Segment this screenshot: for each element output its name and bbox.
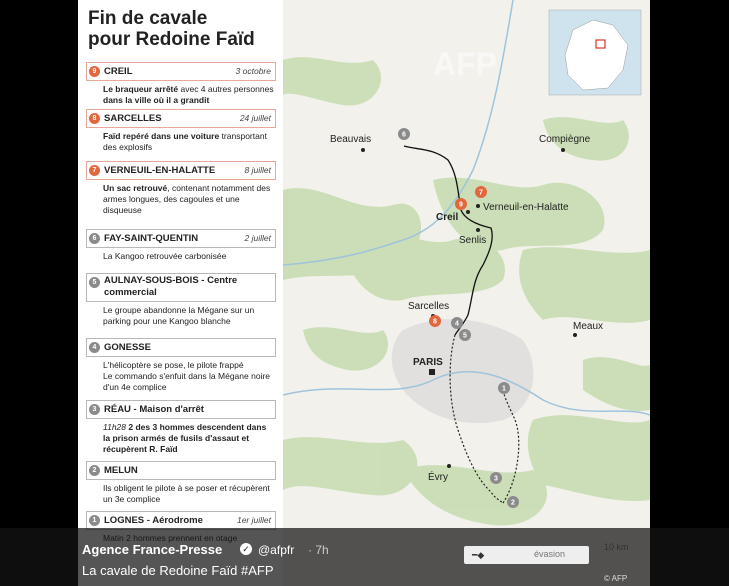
svg-text:1: 1 bbox=[502, 385, 506, 393]
svg-text:6: 6 bbox=[402, 131, 406, 139]
title-line-1: Fin de cavale bbox=[88, 8, 208, 29]
label-creil: Creil bbox=[436, 212, 459, 223]
scale-bar: 10 km bbox=[604, 542, 629, 552]
account-name[interactable]: Agence France-Presse bbox=[82, 542, 223, 557]
event-place: GONESSE bbox=[104, 342, 151, 353]
inset-map bbox=[549, 10, 641, 95]
event-4 bbox=[86, 338, 276, 393]
event-date: 1er juillet bbox=[236, 515, 271, 525]
event-6 bbox=[86, 229, 276, 262]
map bbox=[283, 0, 650, 586]
event-3 bbox=[86, 400, 276, 455]
tweet-text: La cavale de Redoine Faïd #AFP bbox=[82, 563, 274, 578]
svg-text:7: 7 bbox=[479, 189, 483, 197]
helicopter-icon: ━◆ bbox=[472, 550, 485, 560]
event-description: Faïd repéré dans une voiture transportant des explosifs bbox=[103, 131, 267, 152]
label-paris: PARIS bbox=[413, 357, 443, 368]
event-2 bbox=[86, 461, 276, 505]
event-number: 2 bbox=[89, 465, 100, 476]
label-evry: Évry bbox=[428, 472, 448, 483]
event-date: 2 juillet bbox=[244, 233, 271, 243]
label-compiegne: Compiègne bbox=[539, 134, 591, 145]
infographic bbox=[78, 0, 650, 586]
event-description: Un sac retrouvé, contenant notamment des armes longues, des cagoules et une disqueuse bbox=[103, 183, 271, 215]
event-description: Le braqueur arrêté avec 4 autres personnes dans la ville où il a grandit bbox=[103, 84, 274, 105]
event-number: 5 bbox=[89, 277, 100, 288]
event-place: RÉAU - Maison d'arrêt bbox=[104, 404, 204, 415]
event-place: VERNEUIL-EN-HALATTE bbox=[104, 165, 216, 176]
svg-text:4: 4 bbox=[455, 320, 459, 328]
event-5 bbox=[86, 273, 276, 327]
event-date: 8 juillet bbox=[244, 165, 271, 175]
event-number: 1 bbox=[89, 515, 100, 526]
title-line-2: pour Redoine Faïd bbox=[88, 29, 255, 50]
afp-credit: © AFP bbox=[604, 574, 628, 583]
event-7 bbox=[86, 161, 276, 216]
event-number: 9 bbox=[89, 66, 100, 77]
event-description: Ils obligent le pilote à se poser et récupèrent un 3e complice bbox=[103, 483, 270, 504]
event-description: Le groupe abandonne la Mégane sur un parking pour une Kangoo blanche bbox=[103, 305, 255, 326]
label-verneuil: Verneuil-en-Halatte bbox=[483, 202, 569, 213]
event-date: 3 octobre bbox=[235, 66, 271, 76]
svg-text:2: 2 bbox=[511, 499, 515, 507]
legend-label: évasion bbox=[534, 549, 566, 559]
tweet-time[interactable]: · 7h bbox=[308, 543, 329, 557]
svg-text:5: 5 bbox=[463, 332, 467, 340]
event-number: 4 bbox=[89, 342, 100, 353]
svg-text:3: 3 bbox=[494, 475, 498, 483]
map-canvas bbox=[283, 0, 650, 586]
event-place: LOGNES - Aérodrome bbox=[104, 515, 203, 526]
label-senlis: Senlis bbox=[459, 235, 487, 246]
svg-text:9: 9 bbox=[459, 201, 463, 209]
label-beauvais: Beauvais bbox=[330, 134, 372, 145]
account-handle[interactable]: @afpfr bbox=[258, 543, 295, 557]
event-number: 7 bbox=[89, 165, 100, 176]
map-legend bbox=[464, 546, 589, 564]
event-number: 6 bbox=[89, 233, 100, 244]
event-place: AULNAY-SOUS-BOIS - Centre commercial bbox=[104, 275, 238, 298]
event-place: SARCELLES bbox=[104, 113, 162, 124]
infographic-title bbox=[88, 8, 255, 50]
event-description: La Kangoo retrouvée carbonisée bbox=[103, 251, 227, 261]
event-place: MELUN bbox=[104, 465, 138, 476]
event-date: 24 juillet bbox=[239, 113, 271, 123]
verified-icon: ✓ bbox=[240, 543, 252, 555]
event-8 bbox=[86, 109, 276, 153]
svg-text:8: 8 bbox=[433, 318, 437, 326]
event-description: L'hélicoptère se pose, le pilote frappé Le commando s'enfuit dans la Mégane noire d'un 4e complice bbox=[103, 360, 271, 392]
label-sarcelles: Sarcelles bbox=[408, 301, 450, 312]
afp-watermark: AFP bbox=[433, 46, 497, 82]
label-meaux: Meaux bbox=[573, 321, 604, 332]
event-number: 8 bbox=[89, 113, 100, 124]
event-description: 11h28 2 des 3 hommes descendent dans la prison armés de fusils d'assaut et récupèrent R. Faïd bbox=[103, 422, 267, 454]
event-place: CREIL bbox=[104, 66, 133, 77]
event-place: FAY-SAINT-QUENTIN bbox=[104, 233, 199, 244]
event-number: 3 bbox=[89, 404, 100, 415]
event-9 bbox=[86, 62, 276, 106]
timeline-panel bbox=[78, 0, 283, 586]
